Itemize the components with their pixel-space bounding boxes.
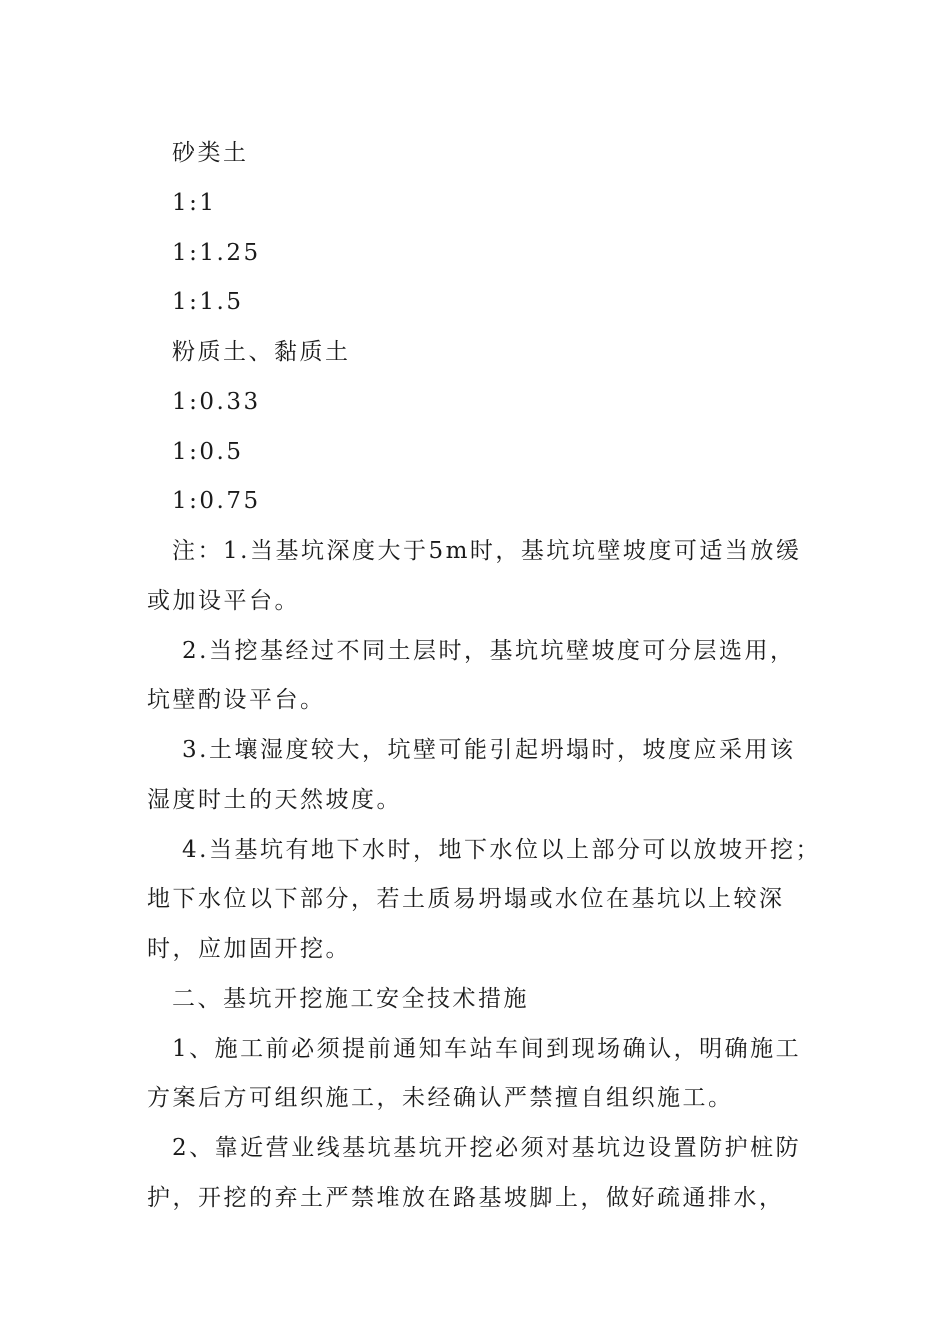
section-heading: 二、基坑开挖施工安全技术措施 xyxy=(172,986,529,1012)
text-line: 地下水位以下部分，若土质易坍塌或水位在基坑以上较深 xyxy=(147,886,785,912)
text-line: 粉质土、黏质土 xyxy=(172,339,351,365)
text-line: 砂类土 xyxy=(172,140,249,166)
text-line: 3.土壤湿度较大，坑壁可能引起坍塌时，坡度应采用该 xyxy=(182,737,796,763)
text-line: 2.当挖基经过不同土层时，基坑坑壁坡度可分层选用， xyxy=(182,638,796,664)
text-line: 1:0.33 xyxy=(172,389,261,415)
text-line: 1:0.5 xyxy=(172,439,244,465)
text-line: 1:1 xyxy=(172,190,217,216)
text-line: 湿度时土的天然坡度。 xyxy=(147,787,402,813)
text-line: 1:1.25 xyxy=(172,240,261,266)
text-line: 2、靠近营业线基坑基坑开挖必须对基坑边设置防护桩防 xyxy=(172,1135,802,1161)
text-line: 1:1.5 xyxy=(172,289,244,315)
text-line: 方案后方可组织施工，未经确认严禁擅自组织施工。 xyxy=(147,1085,734,1111)
text-line: 坑壁酌设平台。 xyxy=(147,687,326,713)
text-line: 1、施工前必须提前通知车站车间到现场确认，明确施工 xyxy=(172,1036,802,1062)
text-line: 4.当基坑有地下水时，地下水位以上部分可以放坡开挖； xyxy=(182,837,821,863)
text-line: 注：1.当基坑深度大于5m时，基坑坑壁坡度可适当放缓 xyxy=(172,538,802,564)
text-line: 或加设平台。 xyxy=(147,588,300,614)
text-line: 时，应加固开挖。 xyxy=(147,936,351,962)
text-line: 护，开挖的弃土严禁堆放在路基坡脚上，做好疏通排水， xyxy=(147,1185,785,1211)
text-line: 1:0.75 xyxy=(172,488,261,514)
